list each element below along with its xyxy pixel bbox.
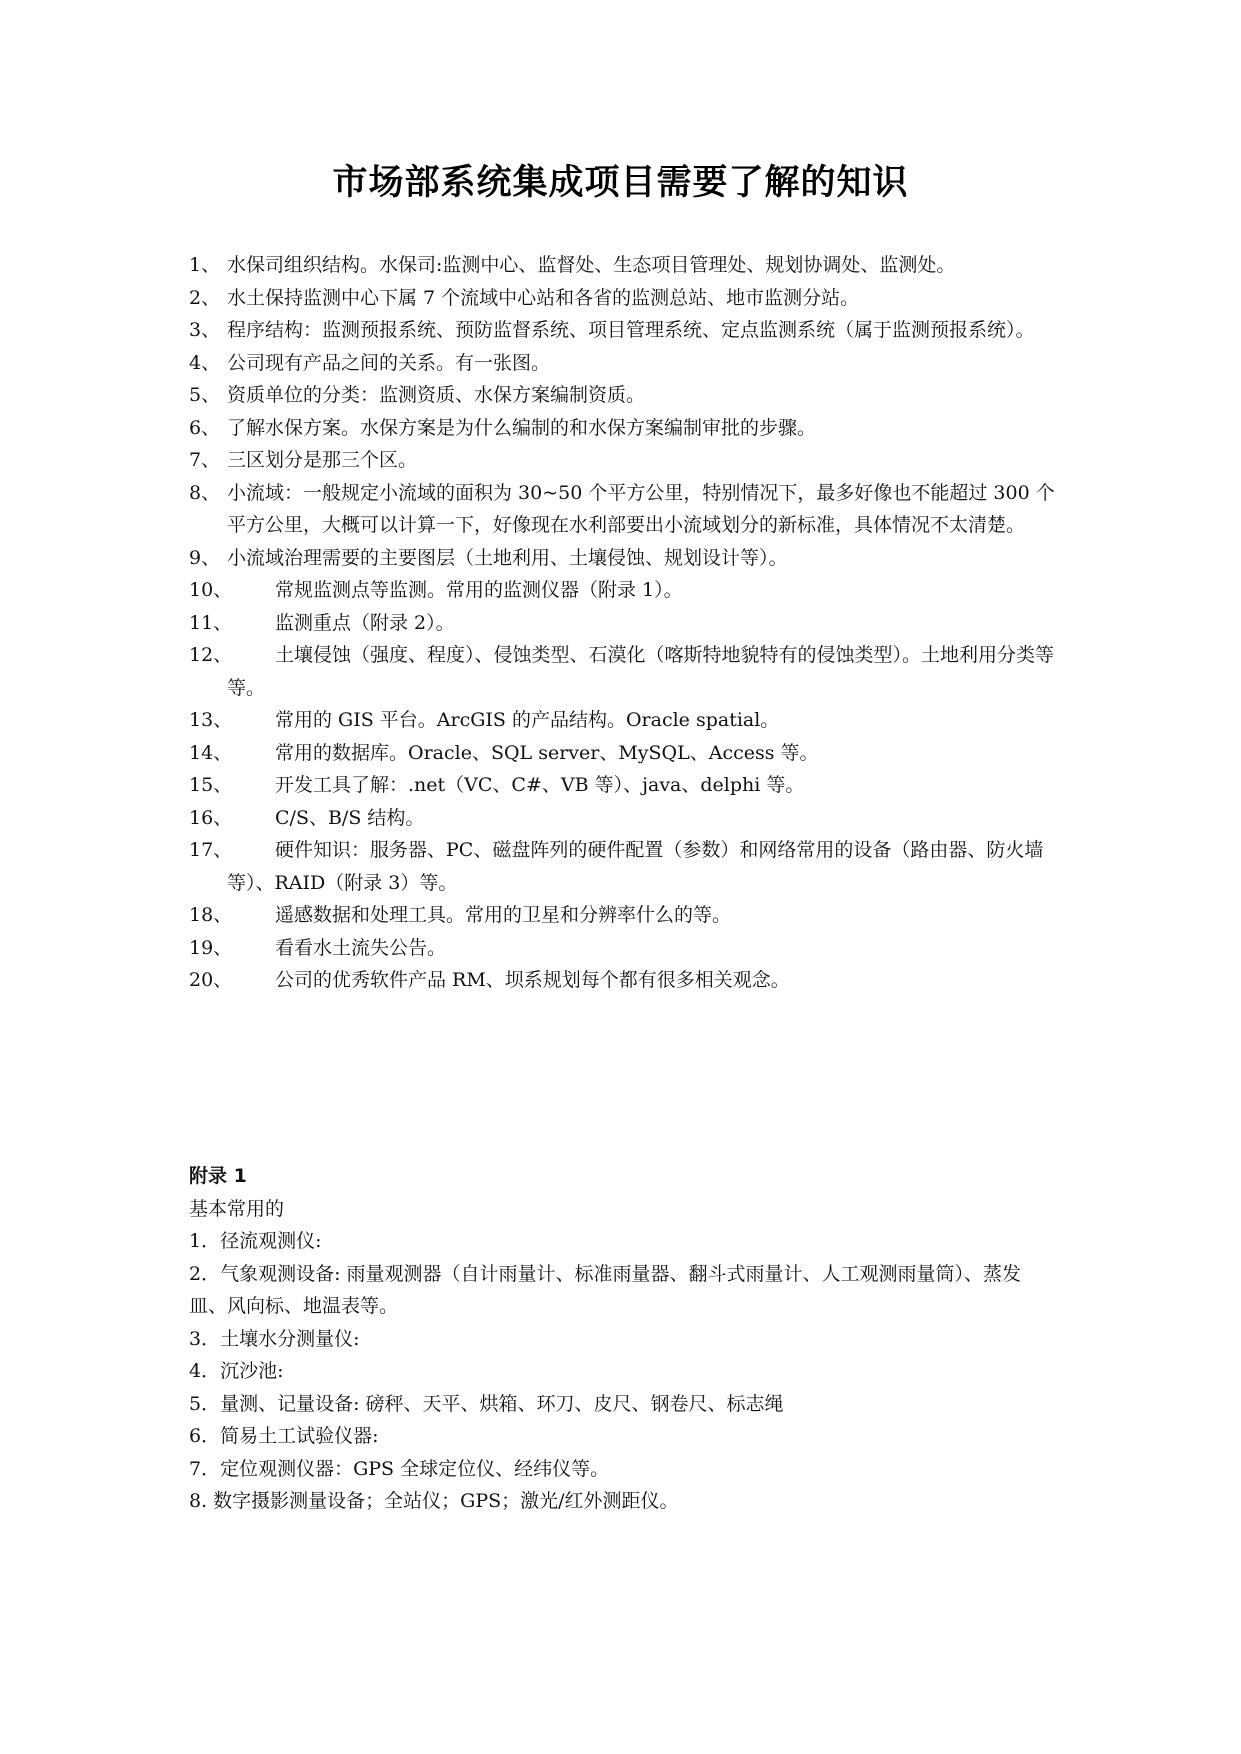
list-item [189, 347, 1059, 380]
knowledge-list [189, 249, 1059, 997]
list-item [189, 542, 1059, 575]
item-text: 看看水土流失公告。 [275, 936, 447, 959]
item-text: 土壤侵蚀（强度、程度）、侵蚀类型、石漠化（喀斯特地貌特有的侵蚀类型）。土地利用分类等等。 [227, 644, 1055, 699]
appendix-line: 7．定位观测仪器：GPS 全球定位仪、经纬仪等。 [189, 1457, 610, 1480]
item-number: 2、 [189, 286, 221, 309]
item-number: 3、 [189, 319, 221, 341]
appendix-title: 附录 1 [189, 1165, 247, 1187]
item-number: 4、 [189, 351, 221, 374]
appendix-line: 6．简易土工试验仪器: [189, 1425, 379, 1447]
item-text: 遥感数据和处理工具。常用的卫星和分辨率什么的等。 [275, 904, 732, 926]
list-item [189, 444, 1059, 477]
list-item [189, 704, 1059, 737]
document-title: 市场部系统集成项目需要了解的知识 [332, 163, 909, 203]
item-number: 9、 [189, 546, 221, 569]
list-item [189, 412, 1059, 445]
item-text: 资质单位的分类：监测资质、水保方案编制资质。 [227, 384, 646, 406]
item-text: 程序结构：监测预报系统、预防监督系统、项目管理系统、定点监测系统（属于监测预报系统）。 [227, 319, 1035, 341]
item-text: C/S、B/S 结构。 [275, 806, 425, 829]
appendix-subtitle: 基本常用的 [189, 1197, 285, 1220]
item-number: 16、 [189, 806, 233, 829]
item-text: 公司现有产品之间的关系。有一张图。 [227, 351, 551, 374]
list-item [189, 639, 1059, 704]
list-item [189, 379, 1059, 412]
item-text: 硬件知识：服务器、PC、磁盘阵列的硬件配置（参数）和网络常用的设备（路由器、防火墙等）、RAID（附录 3）等。 [227, 839, 1044, 894]
item-text: 监测重点（附录 2）。 [275, 611, 455, 634]
list-item [189, 769, 1059, 802]
item-number: 1、 [189, 254, 221, 276]
item-number: 10、 [189, 579, 233, 601]
item-number: 14、 [189, 741, 233, 764]
item-number: 19、 [189, 936, 233, 959]
item-number: 17、 [189, 839, 233, 861]
item-text: 常用的数据库。Oracle、SQL server、MySQL、Access 等。 [275, 741, 819, 764]
list-item [189, 314, 1059, 347]
list-item [189, 932, 1059, 965]
item-number: 12、 [189, 644, 233, 666]
item-number: 20、 [189, 969, 233, 991]
item-text: 常用的 GIS 平台。ArcGIS 的产品结构。Oracle spatial。 [275, 709, 780, 731]
item-text: 三区划分是那三个区。 [227, 449, 418, 471]
list-item [189, 574, 1059, 607]
list-item [189, 964, 1059, 997]
item-number: 6、 [189, 416, 221, 439]
list-item [189, 802, 1059, 835]
item-text: 小流域：一般规定小流域的面积为 30~50 个平方公里，特别情况下，最多好像也不能超过 300 个平方公里，大概可以计算一下，好像现在水利部要出小流域划分的新标准，具体情况不太清楚。 [227, 481, 1055, 536]
item-text: 了解水保方案。水保方案是为什么编制的和水保方案编制审批的步骤。 [227, 416, 817, 439]
appendix-line: 8. 数字摄影测量设备；全站仪；GPS；激光/红外测距仪。 [189, 1490, 679, 1512]
list-item [189, 899, 1059, 932]
item-text: 常规监测点等监测。常用的监测仪器（附录 1）。 [275, 579, 683, 601]
item-number: 11、 [189, 611, 233, 634]
item-number: 18、 [189, 904, 233, 926]
list-item [189, 834, 1059, 899]
appendix-section [189, 1160, 1059, 1518]
list-item [189, 282, 1059, 315]
item-text: 小流域治理需要的主要图层（土地利用、土壤侵蚀、规划设计等）。 [227, 546, 788, 569]
appendix-line: 5．量测、记量设备: 磅秤、天平、烘箱、环刀、皮尺、钢卷尺、标志绳 [189, 1392, 784, 1415]
appendix-line: 1．径流观测仪: [189, 1230, 322, 1252]
item-number: 15、 [189, 774, 233, 796]
list-item [189, 607, 1059, 640]
item-number: 7、 [189, 449, 221, 471]
item-number: 13、 [189, 709, 233, 731]
list-item [189, 737, 1059, 770]
item-text: 公司的优秀软件产品 RM、坝系规划每个都有很多相关观念。 [275, 969, 790, 991]
item-text: 水保司组织结构。水保司:监测中心、监督处、生态项目管理处、规划协调处、监测处。 [227, 254, 956, 276]
list-item [189, 477, 1059, 542]
appendix-line: 3．土壤水分测量仪: [189, 1327, 360, 1350]
item-text: 开发工具了解：.net（VC、C#、VB 等）、java、delphi 等。 [275, 774, 805, 796]
appendix-line: 2．气象观测设备: 雨量观测器（自计雨量计、标准雨量器、翻斗式雨量计、人工观测雨量筒）、蒸发皿、风向标、地温表等。 [189, 1262, 1022, 1317]
item-number: 5、 [189, 384, 221, 406]
item-text: 水土保持监测中心下属 7 个流域中心站和各省的监测总站、地市监测分站。 [227, 286, 860, 309]
item-number: 8、 [189, 481, 221, 504]
appendix-line: 4．沉沙池: [189, 1360, 284, 1382]
list-item [189, 249, 1059, 282]
